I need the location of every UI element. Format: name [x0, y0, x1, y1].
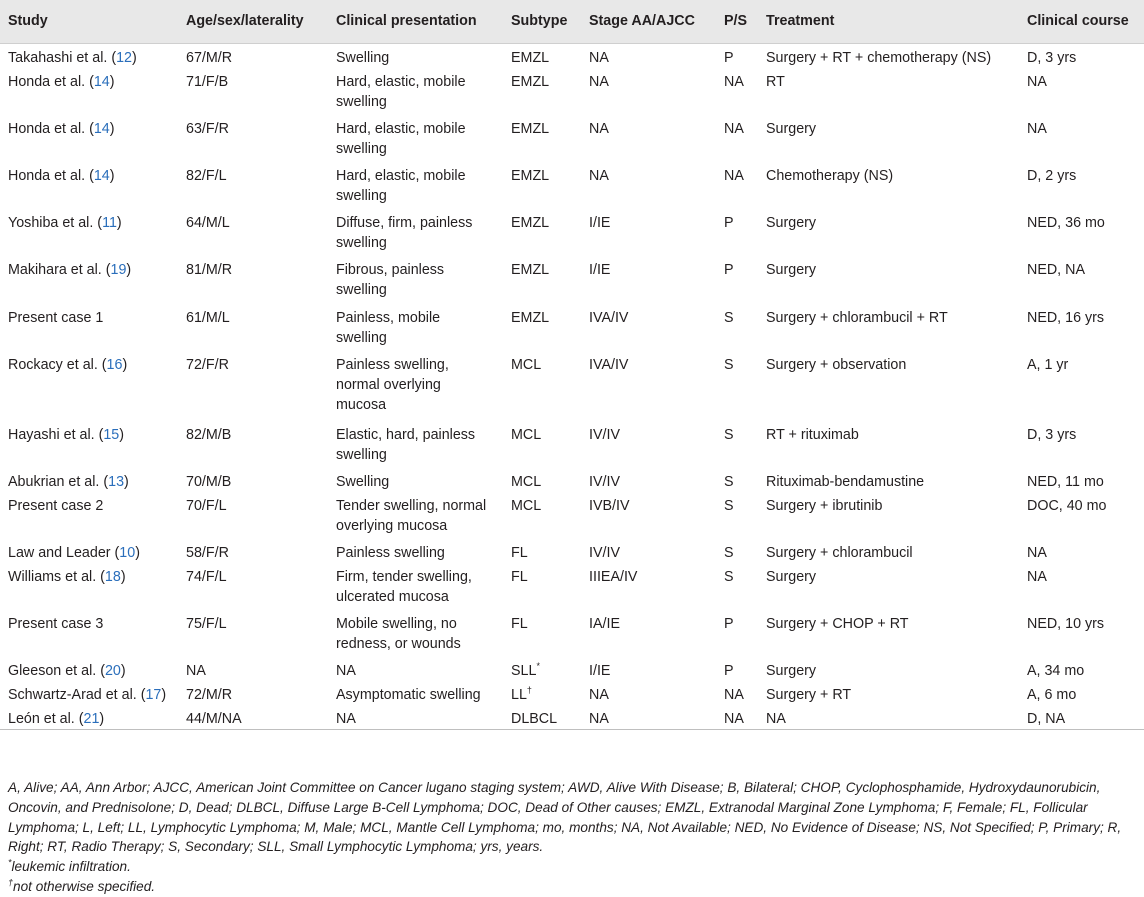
cell-primary-secondary: NA	[724, 686, 744, 703]
cell-study: Hayashi et al. (15)	[8, 426, 125, 443]
cell-age-sex-laterality: 72/M/R	[186, 686, 233, 703]
table-row	[0, 610, 1144, 657]
table-row	[0, 563, 1144, 610]
table-row	[0, 705, 1144, 730]
study-name: Williams et al.	[8, 568, 97, 585]
subtype-label: EMZL	[511, 49, 550, 66]
cell-age-sex-laterality: 75/F/L	[186, 615, 227, 632]
footnote-mark: *	[536, 660, 540, 671]
subtype-label: MCL	[511, 497, 542, 514]
reference-link[interactable]: 13	[108, 473, 125, 490]
cell-clinical-course: D, 3 yrs	[1027, 426, 1077, 443]
cell-age-sex-laterality: 63/F/R	[186, 120, 229, 137]
table-row	[0, 492, 1144, 539]
cell-clinical-course: D, 2 yrs	[1027, 167, 1077, 184]
cell-primary-secondary: S	[724, 309, 734, 326]
cell-stage: IVB/IV	[589, 497, 630, 514]
cell-study: Honda et al. (14)	[8, 73, 115, 90]
asterisk-footnote	[8, 857, 1136, 877]
cell-primary-secondary: S	[724, 497, 734, 514]
cell-clinical-presentation	[328, 304, 503, 351]
presentation-line: Tender swelling, normal	[336, 497, 487, 514]
table-footnotes	[8, 778, 1136, 897]
cell-study	[0, 610, 178, 657]
cell-age-sex-laterality: 71/F/B	[186, 73, 229, 90]
header-primary-secondary: P/S	[716, 0, 758, 43]
cell-treatment: Surgery + RT + chemotherapy (NS)	[766, 49, 992, 66]
cell-study: León et al. (21)	[0, 705, 178, 730]
presentation-line: ulcerated mucosa	[336, 588, 449, 605]
presentation-line: Asymptomatic swelling	[336, 686, 481, 703]
presentation-line: Firm, tender swelling,	[336, 568, 472, 585]
study-name: Yoshiba et al.	[8, 214, 94, 231]
cell-subtype	[503, 162, 581, 209]
presentation-line: swelling	[336, 234, 387, 251]
subtype-label: FL	[511, 568, 528, 585]
cell-subtype	[503, 68, 581, 115]
study-name: Honda et al.	[8, 120, 86, 137]
cell-study: Schwartz-Arad et al. (17)	[8, 686, 167, 703]
cell-subtype	[503, 539, 581, 563]
cell-clinical-course: A, 34 mo	[1027, 662, 1085, 679]
subtype-label: FL	[511, 544, 528, 561]
reference-link[interactable]: 12	[116, 49, 132, 66]
cell-primary-secondary: S	[724, 356, 734, 373]
cell-clinical-presentation	[328, 43, 503, 68]
presentation-line: Painless, mobile	[336, 309, 441, 326]
header-clinical-presentation: Clinical presentation	[328, 0, 503, 43]
subtype-label: EMZL	[511, 167, 550, 184]
asterisk-mark: *	[8, 857, 12, 868]
cell-subtype	[503, 657, 581, 681]
presentation-line: Hard, elastic, mobile	[336, 167, 466, 184]
table-row	[0, 681, 1144, 705]
cell-study: Honda et al. (14)	[8, 120, 115, 137]
cell-subtype	[503, 610, 581, 657]
table-row	[0, 115, 1144, 162]
cell-subtype	[503, 304, 581, 351]
presentation-line: Mobile swelling, no	[336, 615, 457, 632]
cell-study	[0, 492, 178, 539]
subtype-label: MCL	[511, 426, 542, 443]
cell-clinical-course: A, 6 mo	[1027, 686, 1077, 703]
cell-stage: I/IE	[589, 214, 611, 231]
presentation-line: NA	[336, 662, 356, 679]
cell-subtype	[503, 43, 581, 68]
cell-clinical-presentation	[328, 209, 503, 256]
cell-primary-secondary: NA	[716, 705, 758, 730]
cell-age-sex-laterality: 58/F/R	[186, 544, 229, 561]
cell-clinical-presentation	[328, 115, 503, 162]
cell-treatment: Surgery	[766, 261, 817, 278]
cell-age-sex-laterality: 64/M/L	[186, 214, 230, 231]
subtype-label: EMZL	[511, 214, 550, 231]
subtype-label: EMZL	[511, 120, 550, 137]
cell-subtype	[503, 681, 581, 705]
cell-subtype	[503, 563, 581, 610]
cell-clinical-course: NED, 16 yrs	[1027, 309, 1105, 326]
cell-subtype	[503, 115, 581, 162]
header-subtype: Subtype	[503, 0, 581, 43]
cell-stage: NA	[589, 120, 609, 137]
presentation-line: swelling	[336, 93, 387, 110]
cell-subtype	[503, 421, 581, 468]
presentation-line: swelling	[336, 187, 387, 204]
cell-clinical-course: NA	[1027, 120, 1047, 137]
dagger-mark: †	[8, 877, 14, 888]
cell-age-sex-laterality: 82/M/B	[186, 426, 232, 443]
cell-stage: NA	[589, 49, 609, 66]
cell-treatment: Surgery + chlorambucil	[766, 544, 913, 561]
presentation-line: redness, or wounds	[336, 635, 461, 652]
subtype-label: DLBCL	[511, 710, 558, 727]
cell-treatment: Rituximab-bendamustine	[766, 473, 925, 490]
cell-stage: NA	[589, 73, 609, 90]
cell-stage: IV/IV	[589, 544, 620, 561]
presentation-line: swelling	[336, 446, 387, 463]
cell-clinical-course: NED, 36 mo	[1027, 214, 1105, 231]
study-name: Hayashi et al.	[8, 426, 95, 443]
reference-link[interactable]: 19	[110, 261, 127, 278]
cell-treatment: Surgery	[766, 214, 817, 231]
header-treatment: Treatment	[758, 0, 1019, 43]
cell-primary-secondary: S	[724, 568, 734, 585]
cell-treatment: Chemotherapy (NS)	[766, 167, 894, 184]
cell-clinical-course: NA	[1027, 568, 1047, 585]
study-name: Present case 2	[8, 497, 104, 514]
cell-clinical-presentation	[328, 563, 503, 610]
table-row	[0, 304, 1144, 351]
cell-primary-secondary: P	[724, 214, 734, 231]
cell-treatment: RT + rituximab	[766, 426, 859, 443]
cell-age-sex-laterality: 74/F/L	[186, 568, 227, 585]
cell-clinical-presentation	[328, 539, 503, 563]
presentation-line: Fibrous, painless	[336, 261, 445, 278]
cell-primary-secondary: P	[724, 49, 734, 66]
table-row	[0, 468, 1144, 492]
cell-subtype	[503, 351, 581, 421]
presentation-line: overlying mucosa	[336, 517, 448, 534]
study-name: Schwartz-Arad et al.	[8, 686, 137, 703]
cell-subtype	[503, 256, 581, 304]
cell-clinical-presentation	[328, 468, 503, 492]
cell-study: Makihara et al. (19)	[8, 261, 132, 278]
study-name: Takahashi et al.	[8, 49, 108, 66]
reference-link[interactable]: 16	[106, 356, 123, 373]
study-name: Gleeson et al.	[8, 662, 97, 679]
cell-clinical-course: NED, 11 mo	[1027, 473, 1104, 490]
cell-stage: IV/IV	[589, 473, 620, 490]
cell-treatment: Surgery + observation	[766, 356, 907, 373]
cell-clinical-course: D, 3 yrs	[1027, 49, 1077, 66]
reference-link[interactable]: 10	[119, 544, 136, 561]
cell-study: Abukrian et al. (13)	[8, 473, 129, 490]
cell-clinical-presentation	[328, 705, 503, 730]
cell-study: Williams et al. (18)	[8, 568, 126, 585]
cell-primary-secondary: S	[724, 473, 734, 490]
reference-link[interactable]: 17	[145, 686, 162, 703]
subtype-label: EMZL	[511, 309, 550, 326]
cell-treatment: Surgery + chlorambucil + RT	[766, 309, 948, 326]
cell-treatment: Surgery + ibrutinib	[766, 497, 883, 514]
table-row	[0, 539, 1144, 563]
presentation-line: Hard, elastic, mobile	[336, 120, 466, 137]
table-row	[0, 162, 1144, 209]
cell-primary-secondary: NA	[724, 120, 744, 137]
study-name: Present case 3	[8, 615, 104, 632]
presentation-line: Diffuse, firm, painless	[336, 214, 473, 231]
presentation-line: Swelling	[336, 473, 390, 490]
cell-age-sex-laterality: NA	[186, 662, 206, 679]
cell-primary-secondary: S	[724, 426, 734, 443]
cell-clinical-presentation	[328, 610, 503, 657]
cell-clinical-presentation	[328, 681, 503, 705]
table-row	[0, 657, 1144, 681]
presentation-line: NA	[336, 710, 356, 727]
reference-link[interactable]: 20	[104, 662, 121, 679]
cell-clinical-presentation	[328, 162, 503, 209]
cell-treatment: Surgery	[766, 120, 817, 137]
cell-age-sex-laterality: 70/M/B	[186, 473, 232, 490]
cell-clinical-course: A, 1 yr	[1027, 356, 1069, 373]
cell-age-sex-laterality: 81/M/R	[186, 261, 233, 278]
cell-age-sex-laterality: 44/M/NA	[178, 705, 328, 730]
cell-clinical-presentation	[328, 421, 503, 468]
cell-age-sex-laterality: 67/M/R	[186, 49, 233, 66]
cell-study: Gleeson et al. (20)	[8, 662, 126, 679]
cell-treatment: Surgery + RT	[766, 686, 852, 703]
header-study: Study	[0, 0, 178, 43]
cell-treatment: NA	[758, 705, 1019, 730]
table-row	[0, 68, 1144, 115]
study-name: Honda et al.	[8, 167, 86, 184]
cell-primary-secondary: P	[724, 662, 734, 679]
reference-link[interactable]: 21	[83, 710, 100, 727]
cell-primary-secondary: P	[724, 261, 734, 278]
subtype-label: SLL	[511, 662, 537, 679]
cell-study: Takahashi et al. (12)	[8, 49, 137, 66]
cell-age-sex-laterality: 70/F/L	[186, 497, 227, 514]
reference-link[interactable]: 18	[104, 568, 121, 585]
cell-study: Law and Leader (10)	[8, 544, 140, 561]
presentation-line: Swelling	[336, 49, 390, 66]
study-name: Honda et al.	[8, 73, 86, 90]
cell-clinical-presentation	[328, 68, 503, 115]
cell-stage: IIIEA/IV	[589, 568, 638, 585]
reference-link[interactable]: 14	[93, 167, 110, 184]
asterisk-footnote-text: leukemic infiltration.	[11, 859, 131, 875]
cell-subtype	[503, 705, 581, 730]
reference-link[interactable]: 14	[93, 120, 110, 137]
cell-age-sex-laterality: 61/M/L	[186, 309, 230, 326]
cell-stage: I/IE	[589, 662, 611, 679]
presentation-line: Painless swelling,	[336, 356, 449, 373]
cell-primary-secondary: P	[724, 615, 734, 632]
study-name: Present case 1	[8, 309, 104, 326]
cell-subtype	[503, 492, 581, 539]
presentation-line: swelling	[336, 140, 387, 157]
cell-study: Rockacy et al. (16)	[8, 356, 128, 373]
table-row	[0, 421, 1144, 468]
cell-clinical-course: NA	[1027, 73, 1047, 90]
cell-stage: IVA/IV	[589, 356, 629, 373]
cell-subtype	[503, 468, 581, 492]
cell-stage: IV/IV	[589, 426, 620, 443]
cell-clinical-course: NED, 10 yrs	[1027, 615, 1105, 632]
reference-link[interactable]: 15	[103, 426, 120, 443]
presentation-line: swelling	[336, 329, 387, 346]
header-row	[0, 0, 1144, 43]
cell-clinical-course: NED, NA	[1027, 261, 1085, 278]
study-name: Abukrian et al.	[8, 473, 100, 490]
cell-stage: NA	[589, 167, 609, 184]
cell-study: Honda et al. (14)	[8, 167, 115, 184]
subtype-label: LL	[511, 686, 527, 703]
dagger-footnote-text: not otherwise specified.	[13, 878, 156, 894]
cell-primary-secondary: NA	[724, 73, 744, 90]
presentation-line: swelling	[336, 281, 387, 298]
cell-clinical-presentation	[328, 256, 503, 304]
subtype-label: EMZL	[511, 261, 550, 278]
presentation-line: mucosa	[336, 396, 387, 413]
header-stage: Stage AA/AJCC	[581, 0, 716, 43]
study-name: Law and Leader	[8, 544, 111, 561]
cell-treatment: RT	[766, 73, 785, 90]
reference-link[interactable]: 11	[102, 214, 117, 231]
presentation-line: Painless swelling	[336, 544, 445, 561]
cell-stage: NA	[581, 705, 716, 730]
cell-age-sex-laterality: 72/F/R	[186, 356, 229, 373]
cell-stage: NA	[589, 686, 609, 703]
cell-primary-secondary: NA	[724, 167, 744, 184]
cell-stage: IA/IE	[589, 615, 620, 632]
presentation-line: Elastic, hard, painless	[336, 426, 476, 443]
cell-treatment: Surgery	[766, 662, 817, 679]
cell-primary-secondary: S	[724, 544, 734, 561]
cell-clinical-presentation	[328, 351, 503, 421]
cell-subtype	[503, 209, 581, 256]
table-row	[0, 351, 1144, 421]
cell-clinical-presentation	[328, 492, 503, 539]
cell-stage: IVA/IV	[589, 309, 629, 326]
cell-study	[0, 304, 178, 351]
header-age-sex-laterality: Age/sex/laterality	[178, 0, 328, 43]
cell-treatment: Surgery	[766, 568, 817, 585]
header-clinical-course: Clinical course	[1019, 0, 1144, 43]
cell-study: Yoshiba et al. (11)	[8, 214, 122, 231]
subtype-label: FL	[511, 615, 528, 632]
presentation-line: Hard, elastic, mobile	[336, 73, 466, 90]
cell-clinical-presentation	[328, 657, 503, 681]
study-name: Makihara et al.	[8, 261, 102, 278]
subtype-label: MCL	[511, 473, 542, 490]
table-row	[0, 256, 1144, 304]
table-row	[0, 43, 1144, 68]
abbreviations-footnote: A, Alive; AA, Ann Arbor; AJCC, American Joint Committee on Cancer lugano staging system; AWD, Alive With Disease; B, Bilateral; CHOP, Cyclophosphamide, Hydroxydaunorubicin, Oncovin, and Prednisolone; D, Dead; DLBCL, Diffuse Large B-Cell Lymphoma; DOC, Dead of Other causes; EMZL, Extranodal Marginal Zone Lymphoma; F, Female; FL, Follicular Lymphoma; L, Left; LL, Lymphocytic Lymphoma; M, Male; MCL, Mantle Cell Lymphoma; mo, months; NA, Not Available; NED, No Evidence of Disease; NS, Not Specified; P, Primary; R, Right; RT, Radio Therapy; S, Secondary; SLL, Small Lymphocytic Lymphoma; yrs, years.	[8, 780, 1122, 855]
footnote-mark: †	[526, 684, 532, 695]
subtype-label: MCL	[511, 356, 542, 373]
cell-clinical-course: D, NA	[1019, 705, 1144, 730]
study-name: Rockacy et al.	[8, 356, 98, 373]
cell-age-sex-laterality: 82/F/L	[186, 167, 227, 184]
cell-clinical-course: DOC, 40 mo	[1027, 497, 1107, 514]
subtype-label: EMZL	[511, 73, 550, 90]
cell-stage: I/IE	[589, 261, 611, 278]
cell-treatment: Surgery + CHOP + RT	[766, 615, 909, 632]
presentation-line: normal overlying	[336, 376, 441, 393]
table-row	[0, 209, 1144, 256]
cell-clinical-course: NA	[1027, 544, 1047, 561]
reference-link[interactable]: 14	[93, 73, 110, 90]
study-name: León et al.	[8, 710, 75, 727]
